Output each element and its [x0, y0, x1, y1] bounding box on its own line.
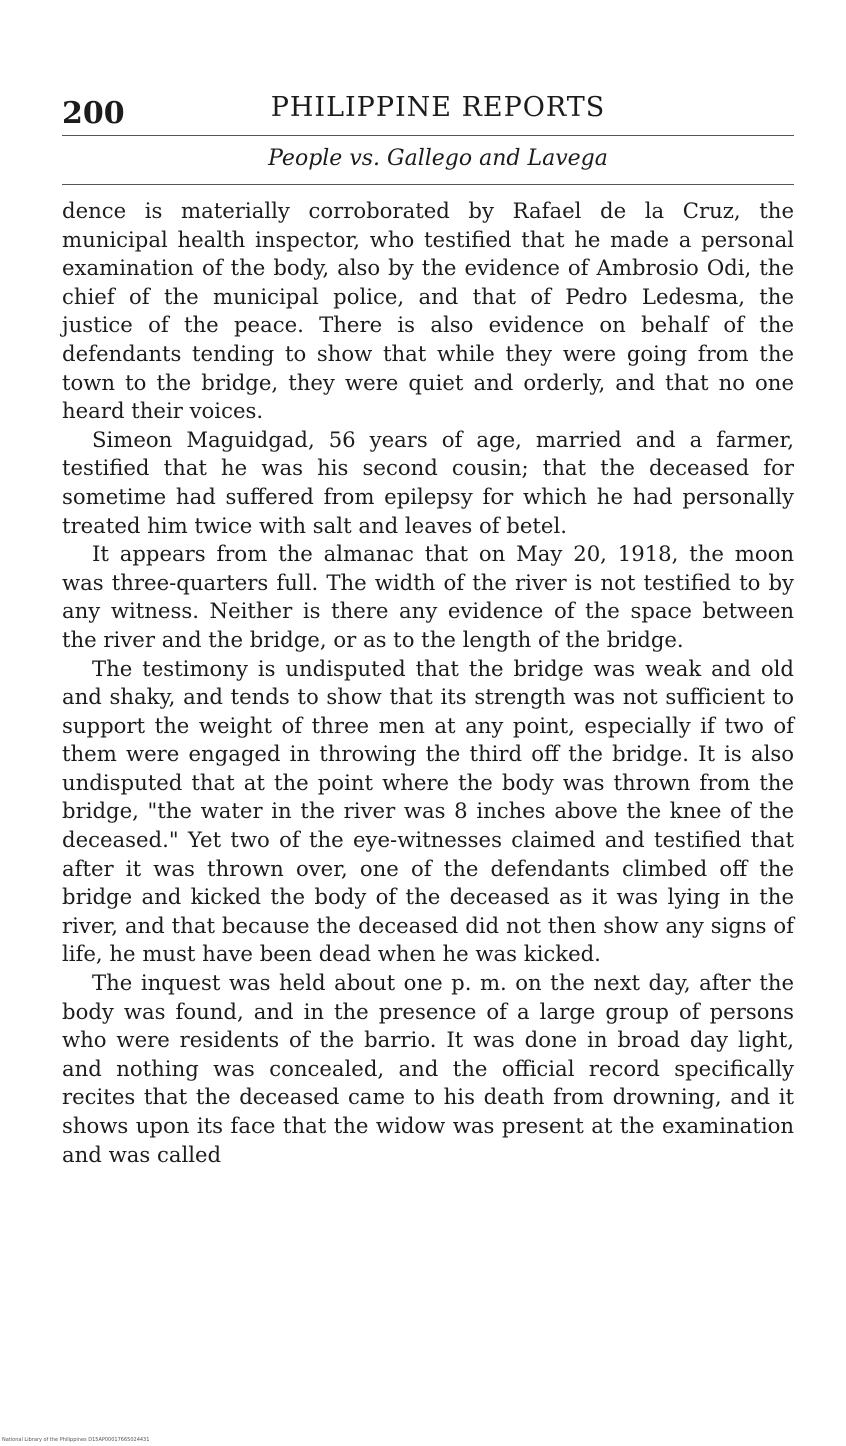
- page-number: 200: [62, 96, 125, 131]
- case-title: People vs. Gallego and Lavega: [268, 146, 608, 171]
- paragraph-continued: dence is materially corroborated by Rafael de la Cruz, the municipal health inspector, who testified that he made a personal examination of the body, also by the evidence of Ambrosio Odi, the chief of the municipal police, and that of Pedro Ledesma, the justice of the peace. There is also evidence on behalf of the defendants tending to show that while they were going from the town to the bridge, they were quiet and orderly, and that no one heard their voices.: [62, 198, 794, 424]
- running-title: PHILIPPINE REPORTS: [270, 92, 606, 123]
- header-rule-bottom: [62, 184, 794, 185]
- paragraph: The inquest was held about one p. m. on the next day, after the body was found, and in the presence of a large group of persons who were residents of the barrio. It was done in broad day light, and nothing was concealed, and the official record specifically recites that the deceased came to his death from drowning, and it shows upon its face that the widow was present at the examination and was called: [62, 970, 794, 1167]
- paragraph: It appears from the almanac that on May 20, 1918, the moon was three-quarters full. The width of the river is not testified to by any witness. Neither is there any evidence of the space between the river and the bridge, or as to the length of the bridge.: [62, 541, 794, 652]
- source-note: National Library of the Philippines D15AP00017665024431: [2, 1437, 150, 1443]
- paragraph: Simeon Maguidgad, 56 years of age, married and a farmer, testified that he was his second cousin; that the deceased for sometime had suffered from epilepsy for which he had personally treated him twice with salt and leaves of betel.: [62, 426, 794, 538]
- header-rule-top: [62, 135, 794, 136]
- paragraph: The testimony is undisputed that the bridge was weak and old and shaky, and tends to show that its strength was not sufficient to support the weight of three men at any point, especially if two of them were engaged in throwing the third off the bridge. It is also undisputed that at the point where the body was thrown from the bridge, "the water in the river was 8 inches above the knee of the deceased." Yet two of the eye-witnesses claimed and testified that after it was thrown over, one of the defendants climbed off the bridge and kicked the body of the deceased as it was lying in the river, and that because the deceased did not then show any signs of life, he must have been dead when he was kicked.: [62, 655, 794, 967]
- body-text: [62, 197, 794, 1169]
